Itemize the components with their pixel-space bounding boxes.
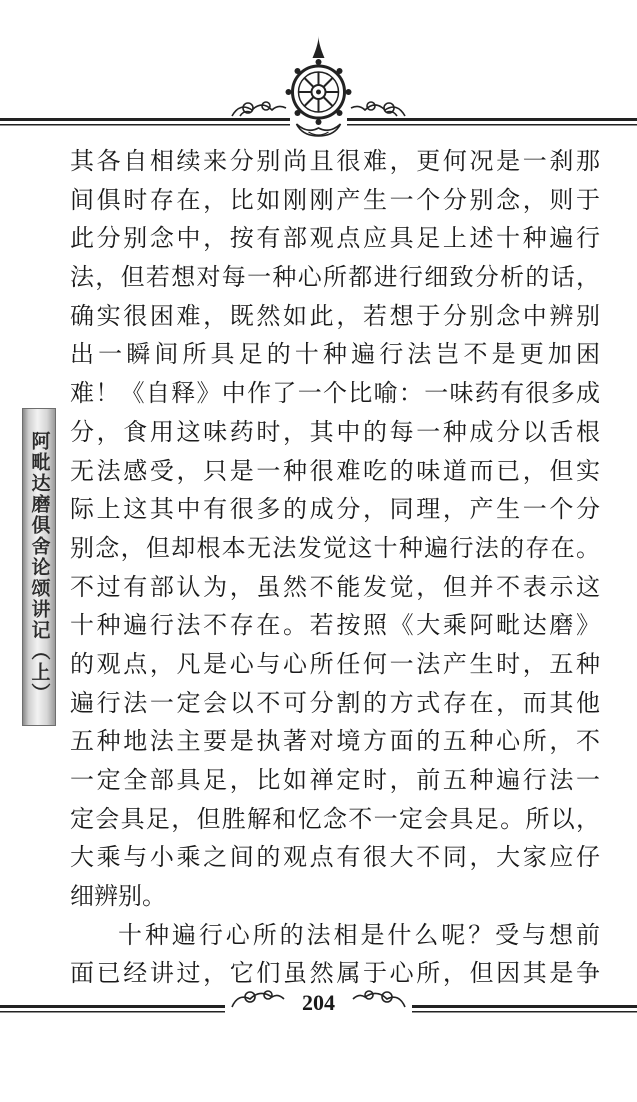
text-line: 间俱时存在，比如刚刚产生一个分别念，则于 [70, 185, 600, 214]
text-line: 十种遍行法不存在。若按照《大乘阿毗达磨》 [70, 611, 600, 640]
text-line: 的观点，凡是心与心所任何一法产生时，五种 [70, 649, 600, 678]
text-line: 此分别念中，按有部观点应具足上述十种遍行 [70, 224, 600, 253]
text-line: 不过有部认为，虽然不能发觉，但并不表示这 [70, 572, 600, 601]
text-line: 定会具足，但胜解和忆念不一定会具足。所以， [70, 804, 600, 833]
text-line: 确实很困难，既然如此，若想于分别念中辨别 [70, 301, 600, 330]
text-line: 出一瞬间所具足的十种遍行法岂不是更加困 [70, 340, 600, 369]
text-line: 际上这其中有很多的成分，同理，产生一个分 [70, 495, 600, 524]
text-line: 面已经讲过，它们虽然属于心所，但因其是争 [70, 959, 600, 988]
text-line-paragraph-start: 十种遍行心所的法相是什么呢？受与想前 [118, 920, 600, 949]
book-title-side-tab [22, 408, 56, 726]
text-line: 大乘与小乘之间的观点有很大不同，大家应仔 [70, 843, 600, 872]
text-line: 遍行法一定会以不可分割的方式存在，而其他 [70, 688, 600, 717]
book-title: 阿毗达磨俱舍论颂讲记（上） [28, 430, 51, 704]
text-line: 其各自相续来分别尚且很难，更何况是一刹那 [70, 147, 600, 175]
text-line: 别念，但却根本无法发觉这十种遍行法的存在。 [70, 533, 600, 562]
text-line: 法，但若想对每一种心所都进行细致分析的话， [70, 263, 600, 292]
body-text [70, 142, 600, 993]
text-line: 细辨别。 [70, 882, 166, 911]
text-line: 分，食用这味药时，其中的每一种成分以舌根 [70, 417, 600, 446]
header-ornament [0, 0, 637, 150]
text-line: 一定全部具足，比如禅定时，前五种遍行法一 [70, 766, 600, 794]
text-line: 五种地法主要是执著对境方面的五种心所，不 [70, 727, 600, 756]
dharma-wheel-header-icon [0, 0, 637, 150]
text-line: 难！《自释》中作了一个比喻：一味药有很多成 [70, 379, 600, 408]
text-line: 无法感受，只是一种很难吃的味道而已，但实 [70, 456, 600, 485]
page-number: 204 [302, 990, 335, 1015]
